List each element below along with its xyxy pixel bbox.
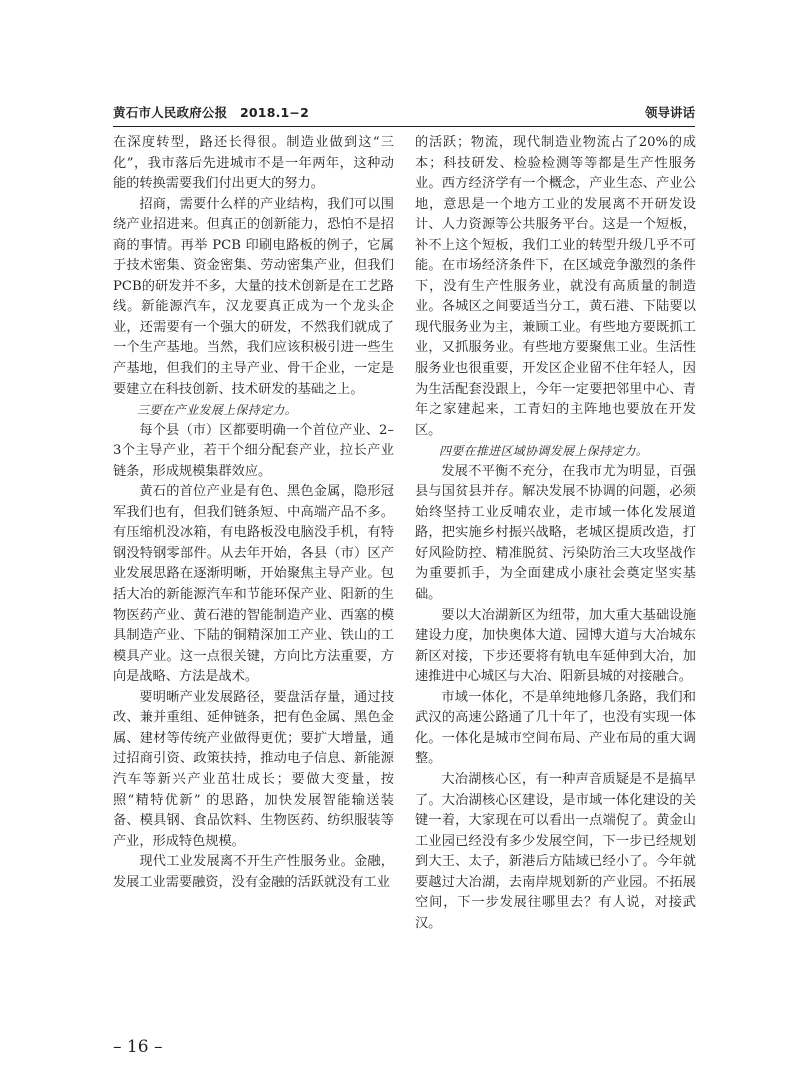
page-number: – 16 – [113,1037,163,1057]
paragraph: 市域一体化，不是单纯地修几条路，我们和武汉的高速公路通了几十年了，也没有实现一体化。一体化是城市空间布局、产业布局的重大调整。 [415,689,696,767]
paragraph: 现代工业发展离不开生产性服务业。金融，发展工业需要融资，没有金融的活跃就没有工业 [113,854,394,890]
paragraph: 大冶湖核心区，有一种声音质疑是不是搞早了。大冶湖核心区建设，是市域一体化建设的关键一着，大家现在可以看出一点端倪了。黄金山工业园已经没有多少发展空间，下一步已经规划到大王、太子，新港后方陆域已经小了。今年就要越过大冶湖，去南岸规划新的产业园。不拓展空间，下一步发展往哪里去？有人说，对接武汉。 [415,771,696,931]
paragraph: 招商，需要什么样的产业结构，我们可以围绕产业招进来。但真正的创新能力，恐怕不是招商的事情。再举 PCB 印刷电路板的例子，它属于技术密集、资金密集、劳动密集产业，但我们PCB的研发并不多，大量的技术创新是在工艺路线。新能源汽车，汉龙要真正成为一个龙头企业，还需要有一个强大的研发，不然我们就成了一个生产基地。当然，我们应该积极引进一些生产基地，但我们的主导产业、骨干企业，一定是要建立在科技创新、技术研发的基础之上。 [113,196,394,397]
paragraph: 发展不平衡不充分，在我市尤为明显，百强县与国贫县并存。解决发展不协调的问题，必须始终坚持工业反哺农业，走市域一体化发展道路，把实施乡村振兴战略，老城区提质改造，打好风险防控、精准脱贫、污染防治三大攻坚战作为重要抓手，为全面建成小康社会奠定坚实基础。 [415,463,696,603]
running-header [113,103,695,125]
left-column [113,133,394,893]
paragraph: 要明晰产业发展路径，要盘活存量，通过技改、兼并重组、延伸链条，把有色金属、黑色金属、建材等传统产业做得更优；要扩大增量，通过招商引资、政策扶持，推动电子信息、新能源汽车等新兴产业茁壮成长；要做大变量，按照“精特优新” 的思路，加快发展智能输送装备、模具钢、食品饮料、生物医药、纺织服装等产业，形成特色规模。 [113,689,394,849]
right-column [415,133,696,934]
paragraph: 要以大冶湖新区为纽带，加大重大基础设施建设力度，加快奥体大道、园博大道与大冶城东新区对接，下步还要将有轨电车延伸到大冶，加速推进中心城区与大冶、阳新县城的对接融合。 [415,607,696,685]
section-subheading: 三要在产业发展上保持定力。 [137,403,297,418]
paragraph: 的活跃；物流，现代制造业物流占了20%的成本；科技研发、检验检测等等都是生产性服务业。西方经济学有一个概念，产业生态、产业公地，意思是一个地方工业的发展离不开研发设计、人力资源等公共服务平台。这是一个短板，补不上这个短板，我们工业的转型升级几乎不可能。在市场经济条件下，在区域竞争激烈的条件下，没有生产性服务业，就没有高质量的制造业。各城区之间要适当分工，黄石港、下陆要以现代服务业为主，兼顾工业。有些地方要既抓工业，又抓服务业。有些地方要聚焦工业。生活性服务业也很重要，开发区企业留不住年轻人，因为生活配套没跟上，今年一定要把邻里中心、青年之家建起来，工青妇的主阵地也要放在开发区。 [415,135,696,438]
paragraph: 黄石的首位产业是有色、黑色金属，隐形冠军我们也有，但我们链条短、中高端产品不多。有压缩机没冰箱，有电路板没电脑没手机，有特钢没特钢零部件。从去年开始，各县（市）区产业发展思路在逐渐明晰，开始聚焦主导产业。包括大冶的新能源汽车和节能环保产业、阳新的生物医药产业、黄石港的智能制造产业、西塞的模具制造产业、下陆的铜精深加工产业、铁山的工模具产业。这一点很关键，方向比方法重要，方向是战略、方法是战术。 [113,484,394,685]
header-rule [113,126,695,127]
paragraph: 每个县（市）区都要明确一个首位产业、2–3个主导产业，若干个细分配套产业，拉长产业链条，形成规模集群效应。 [113,422,394,479]
section-subheading: 四要在推进区域协调发展上保持定力。 [439,444,649,459]
section-title: 领导讲话 [644,105,695,120]
publication-title: 黄石市人民政府公报 2018.1−2 [113,105,310,120]
paragraph: 在深度转型，路还长得很。制造业做到这“三化”，我市落后先进城市不是一年两年，这种动能的转换需要我们付出更大的努力。 [113,135,394,192]
